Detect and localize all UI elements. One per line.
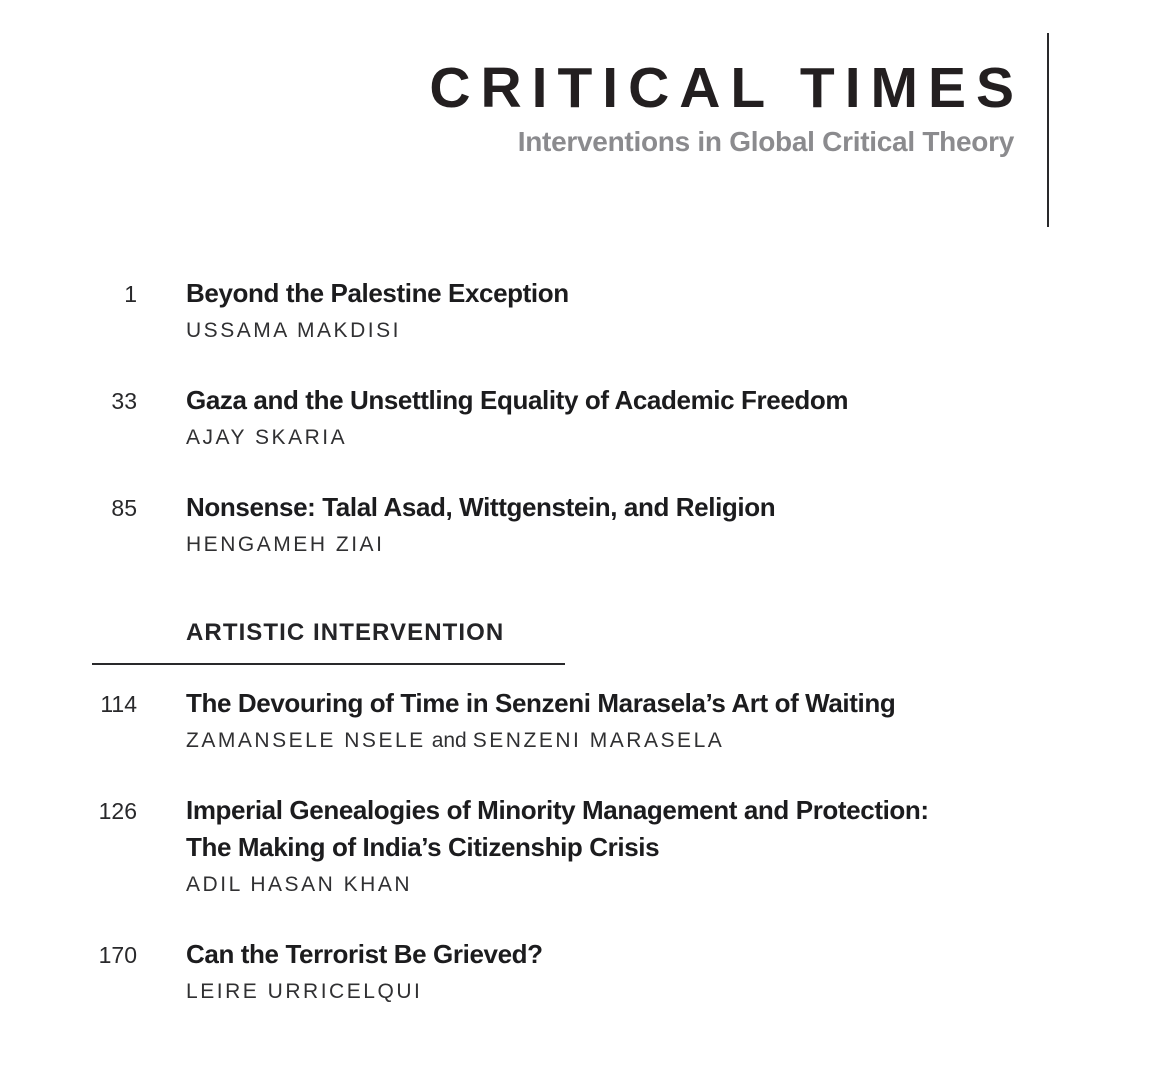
toc-entry [92, 936, 1100, 1004]
article-authors: ADIL HASAN KHAN [186, 873, 413, 896]
article-authors: HENGAMEH ZIAI [186, 533, 385, 556]
journal-title: CRITICAL TIMES [429, 56, 1024, 120]
entry-body [186, 685, 895, 753]
toc-page [0, 33, 1160, 1088]
page-number: 1 [124, 281, 137, 307]
author-connector: and [431, 729, 467, 752]
journal-subtitle: Interventions in Global Critical Theory [517, 126, 1014, 157]
entry-body [186, 382, 848, 450]
article-authors: LEIRE URRICELQUI [186, 980, 423, 1003]
article-title: Nonsense: Talal Asad, Wittgenstein, and Religion [186, 492, 776, 522]
page-number: 170 [98, 942, 137, 968]
article-title [186, 792, 929, 866]
entry-body [186, 792, 929, 897]
article-title: Gaza and the Unsettling Equality of Academic Freedom [186, 385, 849, 415]
article-title: The Devouring of Time in Senzeni Marasela’s Art of Waiting [186, 688, 896, 718]
toc-entry [92, 685, 1100, 753]
article-title: Can the Terrorist Be Grieved? [186, 939, 543, 969]
table-of-contents [0, 275, 1160, 1004]
toc-entry [92, 489, 1100, 557]
author-name: ZAMANSELE NSELE [186, 729, 426, 752]
masthead-vertical-rule [1047, 33, 1049, 227]
article-authors [186, 729, 895, 753]
toc-entry [92, 792, 1100, 897]
author-name: SENZENI MARASELA [472, 729, 725, 752]
journal-masthead [0, 33, 1160, 227]
entry-body [186, 275, 569, 343]
entry-body [186, 489, 775, 557]
article-title: Beyond the Palestine Exception [186, 278, 569, 308]
entry-body [186, 936, 543, 1004]
page-number: 33 [111, 388, 137, 414]
page-number: 126 [98, 798, 137, 824]
toc-entry [92, 275, 1100, 343]
section-heading-block [92, 617, 565, 665]
section-heading: ARTISTIC INTERVENTION [186, 619, 505, 646]
masthead-text-block [429, 33, 1024, 159]
article-authors: USSAMA MAKDISI [186, 319, 401, 342]
toc-entry [92, 382, 1100, 450]
page-number: 114 [100, 691, 137, 717]
article-title-line-2: The Making of India’s Citizenship Crisis [186, 832, 660, 862]
article-authors: AJAY SKARIA [186, 426, 348, 449]
page-number: 85 [111, 495, 137, 521]
article-title-line-1: Imperial Genealogies of Minority Management and Protection: [186, 795, 929, 825]
